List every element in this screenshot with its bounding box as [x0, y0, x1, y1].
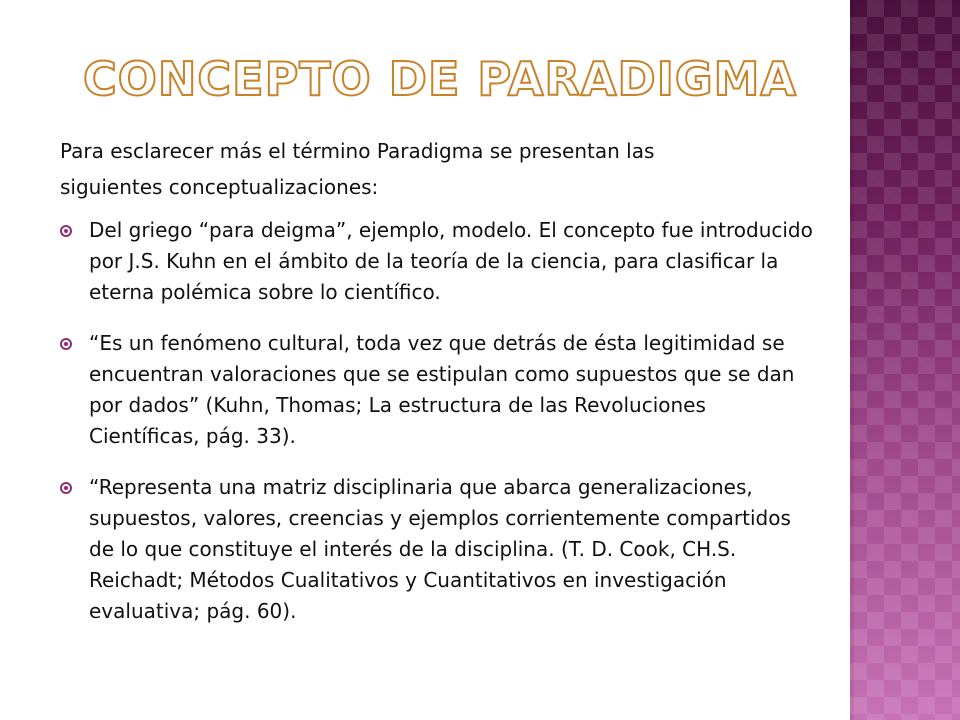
bullet-item	[60, 215, 820, 308]
bullet-item	[60, 472, 820, 627]
side-panel-edge	[850, 0, 854, 720]
radio-bullet-icon	[60, 482, 72, 494]
decorative-side-panel	[850, 0, 960, 720]
slide-title: CONCEPTO DE PARADIGMA	[83, 52, 797, 106]
bullet-item	[60, 328, 820, 452]
radio-bullet-icon	[60, 338, 72, 350]
bullet-list	[60, 215, 820, 647]
intro-line-2: siguientes conceptualizaciones:	[60, 175, 379, 199]
radio-bullet-icon	[60, 225, 72, 237]
bullet-text: “Es un fenómeno cultural, toda vez que detrás de ésta legitimidad se encuentran valoraciones que se estipulan como supuestos que se dan por dados” (Kuhn, Thomas; La estructura de las Revoluciones Científicas, pág. 33).	[89, 331, 795, 448]
intro-line-1: Para esclarecer más el término Paradigma se presentan las	[60, 139, 655, 163]
intro-paragraph	[60, 133, 800, 205]
bullet-text: “Representa una matriz disciplinaria que abarca generalizaciones, supuestos, valores, creencias y ejemplos corrientemente compartidos de lo que constituye el interés de la disciplina. (T. D. Cook, CH.S. Reichadt; Métodos Cualitativos y Cuantitativos en investigación evaluativa; pág. 60).	[89, 475, 791, 623]
bullet-text: Del griego “para deigma”, ejemplo, modelo. El concepto fue introducido por J.S. Kuhn en el ámbito de la teoría de la ciencia, para clasificar la eterna polémica sobre lo científico.	[89, 218, 813, 304]
